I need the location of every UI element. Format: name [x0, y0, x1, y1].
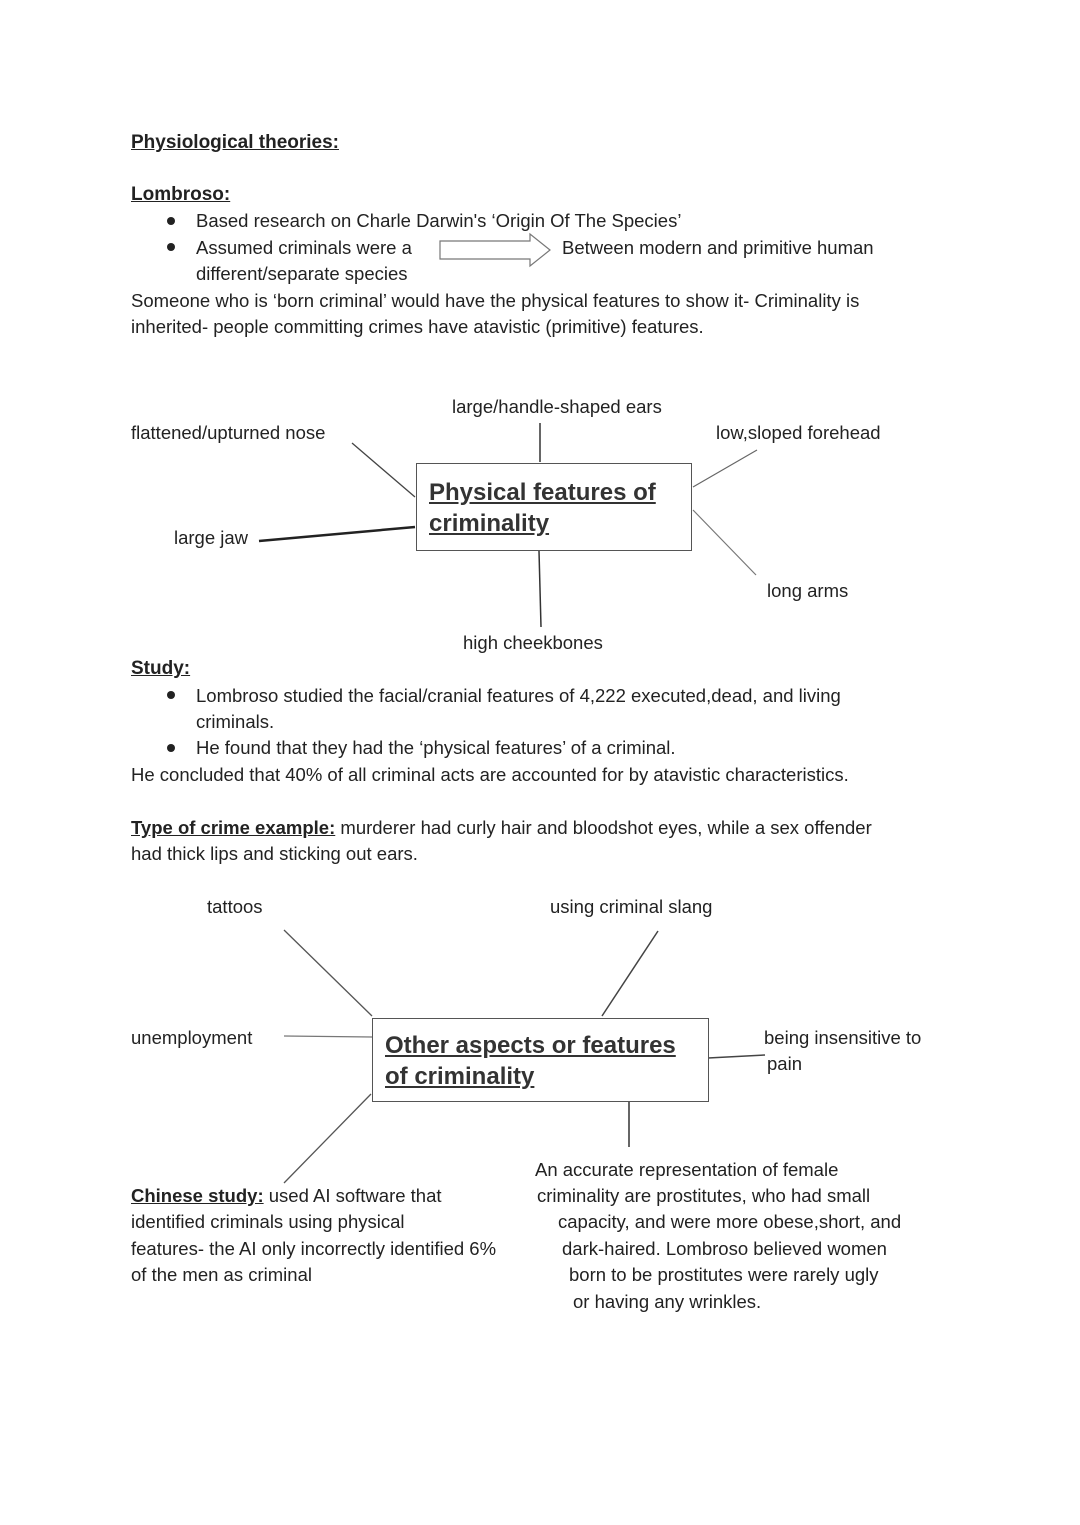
study-heading: Study: [131, 658, 191, 679]
chinese-study-line-2: identified criminals using physical [131, 1211, 405, 1232]
connector-jaw [259, 527, 415, 541]
chinese-study-line-4: of the men as criminal [131, 1264, 312, 1285]
lombroso-bullet-2-line-2: different/separate species [196, 263, 408, 284]
physical-features-title-line-2: criminality [429, 510, 550, 537]
connector-cheekbones [539, 551, 541, 627]
connector-arms [693, 510, 756, 575]
female-line-6: or having any wrinkles. [573, 1291, 762, 1312]
lombroso-paragraph-line-2: inherited- people committing crimes have atavistic (primitive) features. [131, 316, 704, 337]
female-line-1: An accurate representation of female [535, 1159, 839, 1180]
crime-example-line-1 [131, 817, 872, 839]
lombroso-bullet-2-line-1: Assumed criminals were a [196, 237, 412, 258]
lombroso-paragraph-line-1: Someone who is ‘born criminal’ would have the physical features to show it- Criminality is [131, 290, 860, 311]
physical-features-box [416, 463, 692, 551]
chinese-study-line-1 [131, 1185, 442, 1207]
other-aspects-title-line-1: Other aspects or features [385, 1032, 676, 1059]
study-bullet-1-line-1: Lombroso studied the facial/cranial features of 4,222 executed,dead, and living [196, 685, 841, 706]
study-conclusion: He concluded that 40% of all criminal acts are accounted for by atavistic characteristics. [131, 764, 849, 785]
connector-forehead [693, 450, 757, 487]
bullet-icon [167, 243, 175, 251]
feature-jaw: large jaw [174, 527, 249, 548]
connector-slang [602, 931, 658, 1016]
bullet-icon [167, 217, 175, 225]
crime-example-label: Type of crime example: [131, 817, 336, 838]
female-line-4: dark-haired. Lombroso believed women [562, 1238, 887, 1259]
arrow-target-text: Between modern and primitive human [562, 237, 874, 258]
other-aspects-title-line-2: of criminality [385, 1063, 535, 1090]
aspect-unemployment: unemployment [131, 1027, 253, 1048]
crime-example-text: murderer had curly hair and bloodshot eyes, while a sex offender [335, 817, 872, 838]
feature-nose: flattened/upturned nose [131, 422, 326, 443]
feature-cheekbones: high cheekbones [463, 632, 603, 653]
chinese-study-line-3: features- the AI only incorrectly identified 6% [131, 1238, 497, 1259]
chinese-study-text: used AI software that [263, 1185, 442, 1206]
female-line-2: criminality are prostitutes, who had small [537, 1185, 871, 1206]
feature-arms: long arms [767, 580, 849, 601]
lombroso-heading: Lombroso: [131, 184, 231, 205]
connector-nose [352, 443, 415, 497]
aspect-tattoos: tattoos [207, 896, 263, 917]
study-bullet-1-line-2: criminals. [196, 711, 275, 732]
crime-example-line-2: had thick lips and sticking out ears. [131, 843, 418, 864]
arrow-icon [440, 234, 550, 266]
study-bullet-2: He found that they had the ‘physical features’ of a criminal. [196, 737, 676, 758]
female-line-3: capacity, and were more obese,short, and [558, 1211, 902, 1232]
bullet-icon [167, 691, 175, 699]
connector-unemployment [284, 1036, 372, 1037]
aspect-pain-line-2: pain [767, 1053, 802, 1074]
other-aspects-box [372, 1018, 709, 1102]
connector-tattoos [284, 930, 372, 1016]
aspect-pain-line-1: being insensitive to [764, 1027, 922, 1048]
page-title: Physiological theories: [131, 132, 339, 153]
connector-pain [708, 1055, 765, 1058]
physical-features-title-line-1: Physical features of [429, 479, 656, 506]
female-line-5: born to be prostitutes were rarely ugly [569, 1264, 879, 1285]
lombroso-bullet-1: Based research on Charle Darwin's ‘Origin Of The Species’ [196, 210, 682, 231]
chinese-study-label: Chinese study: [131, 1185, 264, 1206]
feature-ears: large/handle-shaped ears [452, 396, 662, 417]
bullet-icon [167, 744, 175, 752]
connector-chinese-study [284, 1094, 371, 1183]
aspect-slang: using criminal slang [550, 896, 713, 917]
feature-forehead: low,sloped forehead [716, 422, 881, 443]
